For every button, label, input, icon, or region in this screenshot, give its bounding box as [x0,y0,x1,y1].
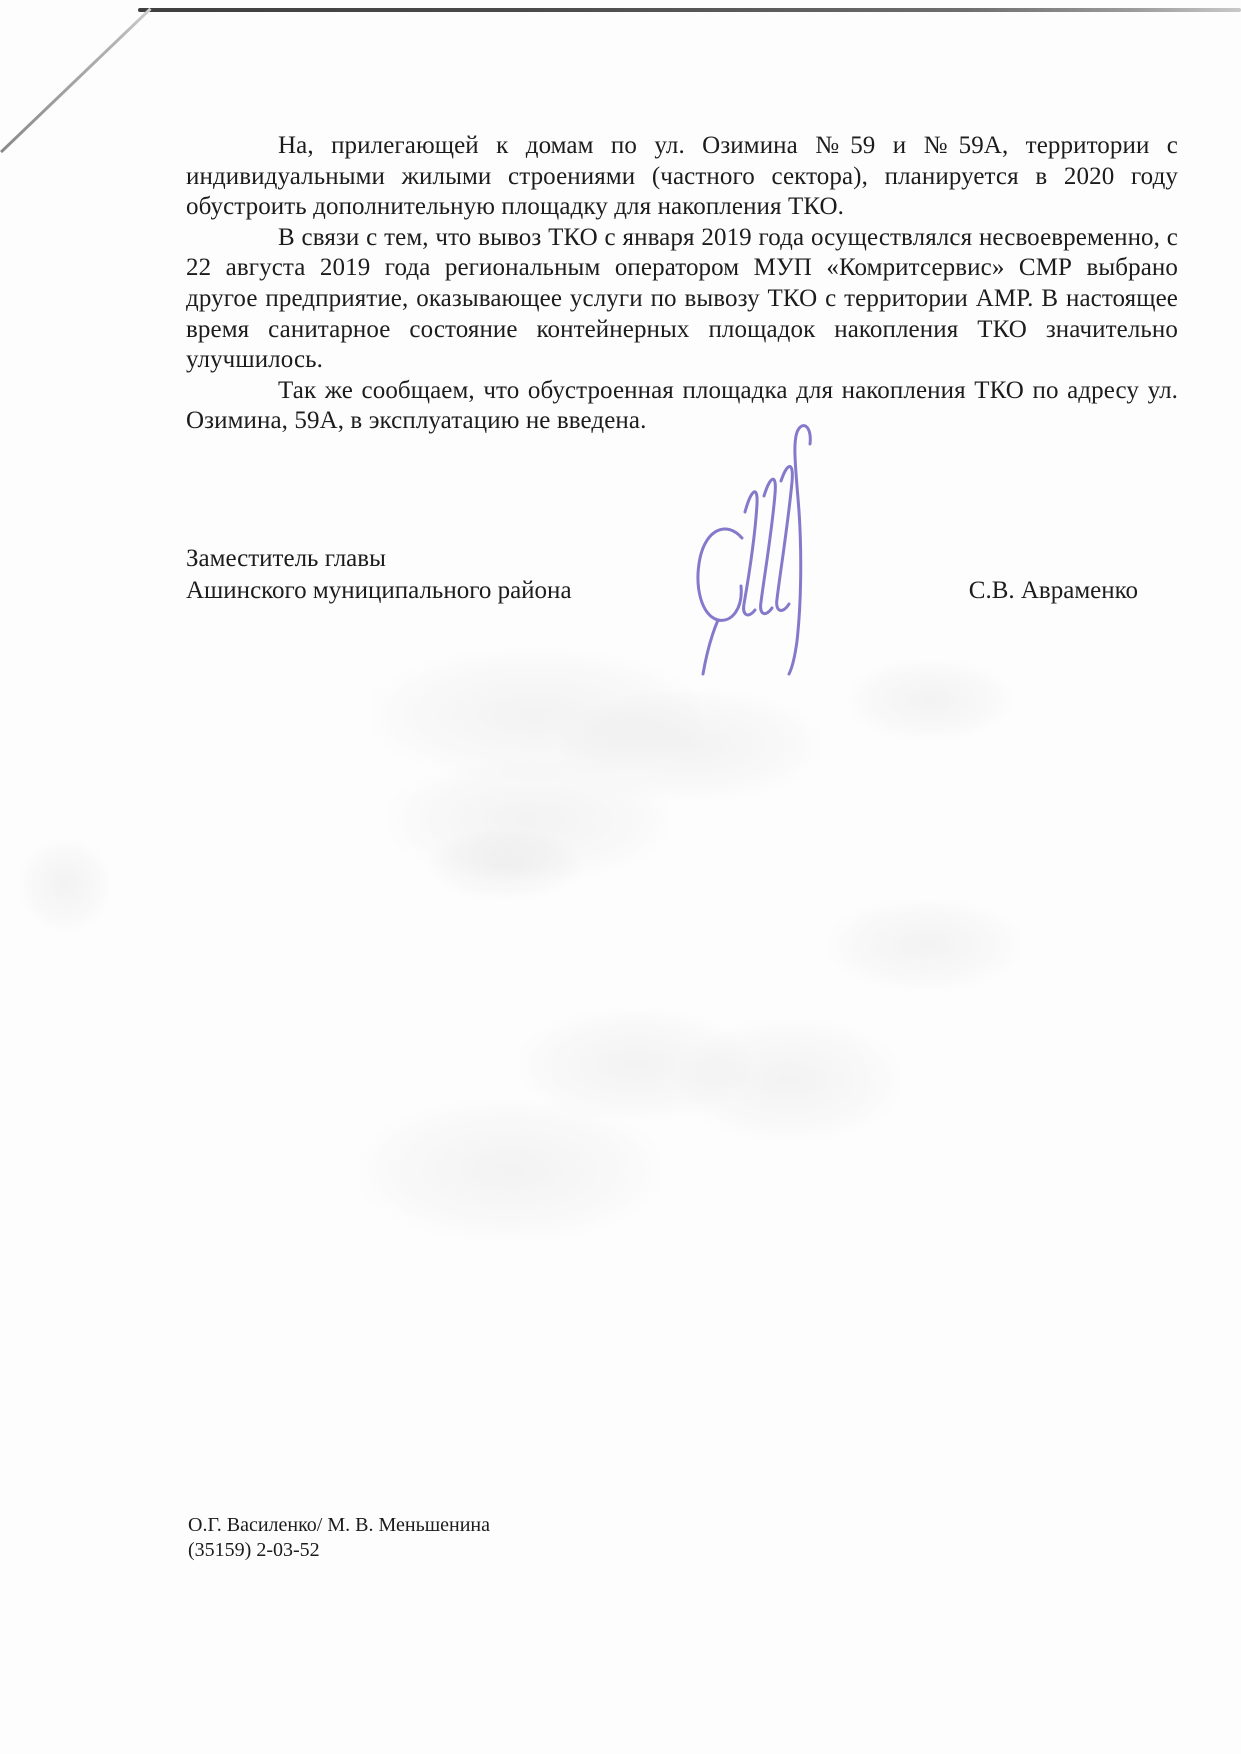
bleedthrough-smudge [390,760,670,880]
paragraph: Так же сообщаем, что обустроенная площадка для накопления ТКО по адресу ул. Озимина, 59А, в эксплуатацию не введена. [186,376,1178,435]
letter-body [186,131,1178,437]
bleedthrough-smudge [430,830,580,900]
scan-top-edge-line [138,8,1241,12]
signatory-position-line1: Заместитель главы [186,545,386,572]
letter-footer [188,1513,490,1563]
bleedthrough-smudge [850,660,1010,740]
executor-names: О.Г. Василенко/ М. В. Меньшенина [188,1514,490,1536]
bleedthrough-smudge [830,900,1020,990]
bleedthrough-smudge [20,840,110,930]
signature-block [186,543,1138,606]
signatory-position-line2: Ашинского муниципального района [186,576,572,604]
bleedthrough-smudge [680,1020,900,1140]
signatory-name: С.В. Авраменко [968,576,1138,604]
bleedthrough-smudge [360,1100,660,1240]
bleedthrough-smudge [370,650,700,780]
scan-corner-fold-line [0,8,151,153]
executor-phone: (35159) 2-03-52 [188,1539,320,1561]
signature-stroke [703,620,718,674]
bleedthrough-smudge [520,1010,750,1120]
paragraph: В связи с тем, что вывоз ТКО с января 2019 года осуществлялся несвоевременно, с 22 августа 2019 года региональным оператором МУП «Комритсервис» СМР выбрано другое предприятие, оказывающее услуги по вывозу ТКО с территории АМР. В настоящее время санитарное состояние контейнерных площадок накопления ТКО значительно улучшилось. [186,223,1178,374]
bleedthrough-smudge [560,690,820,800]
paragraph: На, прилегающей к домам по ул. Озимина №59 и №59А, территории с индивидуальными жилыми строениями (частного сектора), планируется в 2020 году обустроить дополнительную площадку для накопления ТКО. [186,132,1178,221]
